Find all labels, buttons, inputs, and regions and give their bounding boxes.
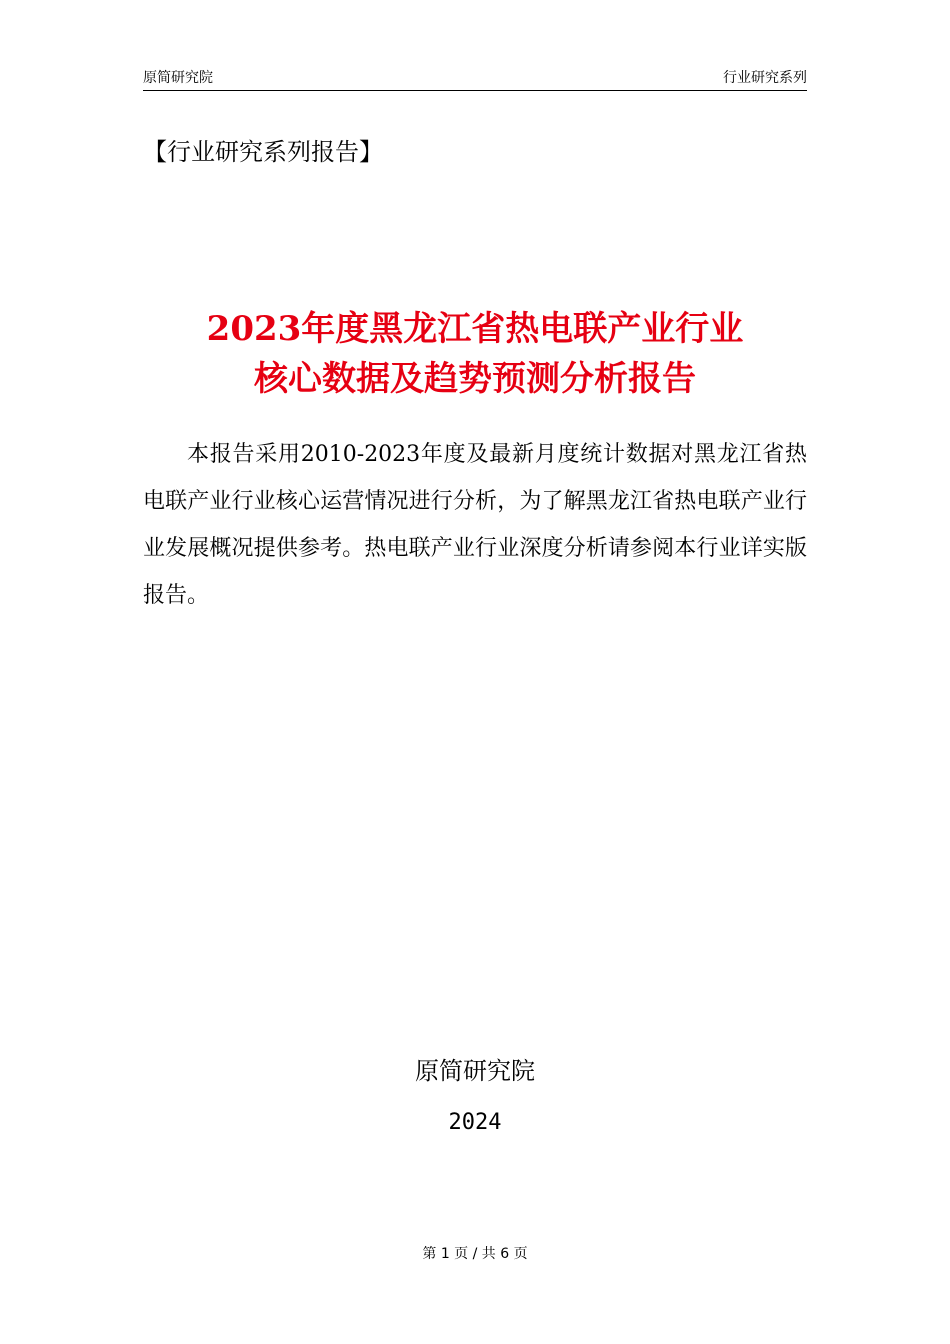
- header-institute-name: 原简研究院: [143, 70, 213, 86]
- page-header: [143, 66, 807, 91]
- publication-year: 2024: [448, 1110, 502, 1135]
- series-tag: 【行业研究系列报告】: [143, 138, 383, 166]
- abstract-paragraph: 本报告采用2010-2023年度及最新月度统计数据对黑龙江省热电联产业行业核心运营情况进行分析，为了解黑龙江省热电联产业行业发展概况提供参考。热电联产业行业深度分析请参阅本行业详实版报告。: [143, 442, 807, 608]
- header-series-name: 行业研究系列: [723, 70, 807, 86]
- title-line-1: 2023年度黑龙江省热电联产业行业: [206, 309, 744, 349]
- document-title: [143, 304, 807, 404]
- page-number-footer: 第 1 页 / 共 6 页: [422, 1246, 528, 1262]
- title-line-2: 核心数据及趋势预测分析报告: [254, 359, 696, 399]
- publisher-name: 原简研究院: [415, 1057, 535, 1085]
